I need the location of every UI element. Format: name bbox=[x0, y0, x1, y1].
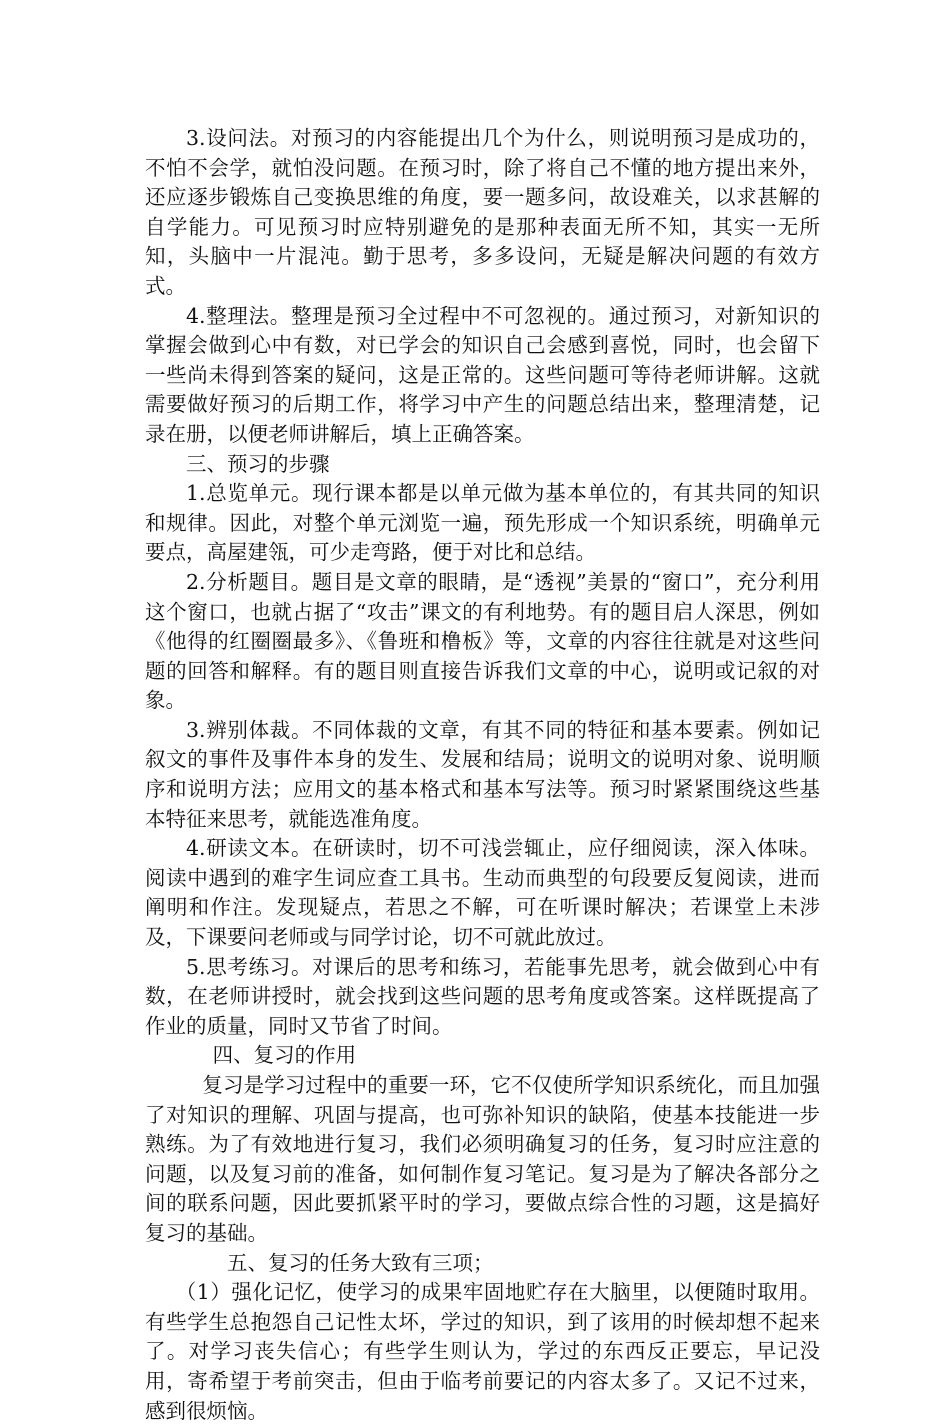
document-page bbox=[145, 124, 820, 1426]
paragraph-task-1: （1）强化记忆，使学习的成果牢固地贮存在大脑里，以便随时取用。有些学生总抱怨自己记性太坏，学过的知识，到了该用的时候却想不起来了。对学习丧失信心；有些学生则认为，学过的东西反正要忘，早记没用，寄希望于考前突击，但由于临考前要记的内容太多了。又记不过来，感到很烦恼。 bbox=[145, 1280, 820, 1423]
paragraph-question-method: 3.设问法。对预习的内容能提出几个为什么，则说明预习是成功的，不怕不会学，就怕没问题。在预习时，除了将自己不懂的地方提出来外，还应逐步锻炼自己变换思维的角度，要一题多问，故设难关，以求甚解的自学能力。可见预习时应特别避免的是那种表面无所不知，其实一无所知，头脑中一片混沌。勤于思考，多多设问，无疑是解决问题的有效方式。 bbox=[145, 126, 820, 298]
paragraph-step-3: 3.辨别体裁。不同体裁的文章，有其不同的特征和基本要素。例如记叙文的事件及事件本身的发生、发展和结局；说明文的说明对象、说明顺序和说明方法；应用文的基本格式和基本写法等。预习时紧紧围绕这些基本特征来思考，就能选准角度。 bbox=[145, 717, 820, 831]
heading-review-tasks: 五、复习的任务大致有三项； bbox=[227, 1250, 494, 1275]
paragraph-step-2: 2.分析题目。题目是文章的眼睛，是“透视”美景的“窗口”，充分利用这个窗口，也就占据了“攻击”课文的有利地势。有的题目启人深思，例如《他得的红圈圈最多》、《鲁班和橹板》等，文章的内容往往就是对这些问题的回答和解释。有的题目则直接告诉我们文章的中心，说明或记叙的对象。 bbox=[145, 569, 820, 713]
paragraph-step-5: 5.思考练习。对课后的思考和练习，若能事先思考，就会做到心中有数，在老师讲授时，就会找到这些问题的思考角度或答案。这样既提高了作业的质量，同时又节省了时间。 bbox=[145, 954, 820, 1038]
heading-preview-steps: 三、预习的步骤 bbox=[186, 451, 330, 476]
paragraph-review: 复习是学习过程中的重要一环，它不仅使所学知识系统化，而且加强了对知识的理解、巩固与提高，也可弥补知识的缺陷，使基本技能进一步熟练。为了有效地进行复习，我们必须明确复习的任务，复习时应注意的问题，以及复习前的准备，如何制作复习笔记。复习是为了解决各部分之间的联系问题，因此要抓紧平时的学习，要做点综合性的习题，这是搞好复习的基础。 bbox=[145, 1073, 820, 1245]
paragraph-step-4: 4.研读文本。在研读时，切不可浅尝辄止，应仔细阅读，深入体味。阅读中遇到的难字生词应查工具书。生动而典型的句段要反复阅读，进而阐明和作注。发现疑点，若思之不解，可在听课时解决；若课堂上未涉及，下课要问老师或与同学讨论，切不可就此放过。 bbox=[145, 836, 820, 950]
paragraph-step-1: 1.总览单元。现行课本都是以单元做为基本单位的，有其共同的知识和规律。因此，对整个单元浏览一遍，预先形成一个知识系统，明确单元要点，高屋建瓴，可少走弯路，便于对比和总结。 bbox=[145, 481, 820, 565]
paragraph-organize-method: 4.整理法。整理是预习全过程中不可忽视的。通过预习，对新知识的掌握会做到心中有数，对已学会的知识自己会感到喜悦，同时，也会留下一些尚未得到答案的疑问，这是正常的。这些问题可等待老师讲解。这就需要做好预习的后期工作，将学习中产生的问题总结出来，整理清楚，记录在册，以便老师讲解后，填上正确答案。 bbox=[145, 303, 820, 446]
heading-review-role: 四、复习的作用 bbox=[212, 1043, 357, 1068]
